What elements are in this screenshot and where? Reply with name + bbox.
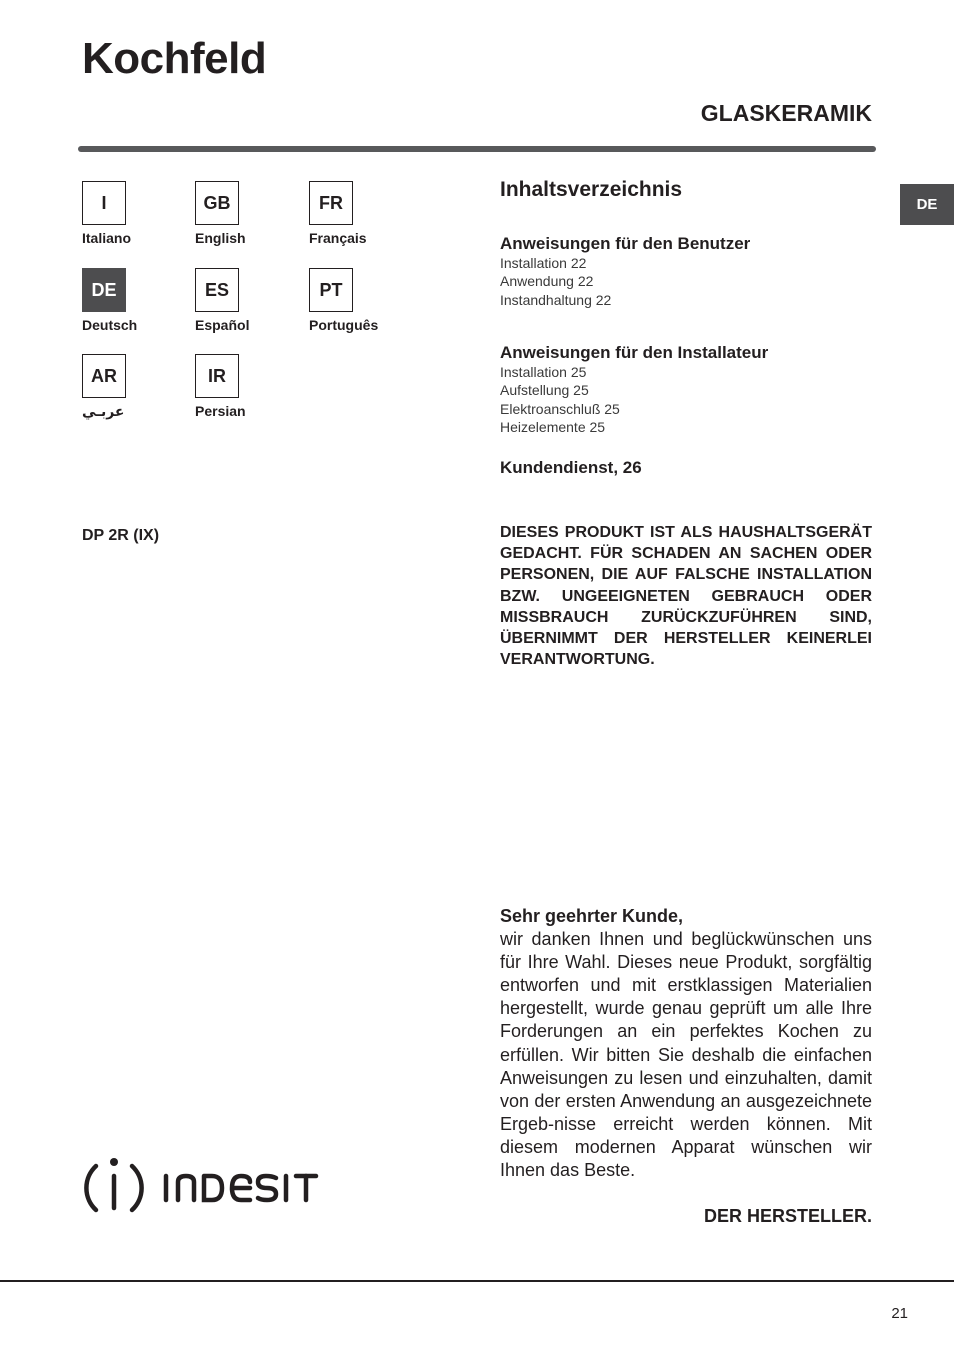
language-italiano[interactable] — [82, 181, 192, 246]
language-code-box: PT — [309, 268, 353, 312]
toc-item[interactable]: Heizelemente 25 — [500, 418, 606, 435]
toc-item[interactable]: Installation 22 — [500, 255, 587, 271]
indesit-i-logo-icon — [82, 1152, 322, 1220]
page-title: Kochfeld — [82, 34, 267, 83]
toc-item[interactable]: Instandhaltung 22 — [500, 291, 612, 308]
toc-service-entry[interactable]: Kundendienst, 26 — [500, 458, 642, 477]
model-number: DP 2R (IX) — [82, 527, 160, 544]
language-portugues[interactable] — [309, 268, 419, 333]
language-code-box-active: DE — [82, 268, 126, 312]
language-code-box: GB — [195, 181, 239, 225]
language-persian[interactable] — [195, 354, 305, 419]
page-number: 21 — [891, 1305, 908, 1322]
customer-letter — [500, 905, 872, 1182]
toc-item[interactable]: Installation 25 — [500, 364, 587, 380]
language-name: Français — [309, 230, 367, 246]
language-name: Deutsch — [82, 317, 138, 333]
letter-body: wir danken Ihnen und beglückwünschen uns für Ihre Wahl. Dieses neue Produkt, sorgfältig entworfen und mit erstklassigen Materialien hergestellt, wurde genau geprüft um alle Ihre Forderungen an ein perfektes Kochen zu erfüllen. Wir bitten Sie deshalb die einfachen Anweisungen zu lesen und einzuhalten, damit von der ersten Anwendung an ausgezeichnete Ergeb-nisse erreicht werden können. Mit diesem modernen Apparat wünschen wir Ihnen das Beste. — [500, 929, 872, 1181]
footer-divider — [0, 1280, 954, 1282]
language-name: Português — [309, 317, 379, 333]
toc-section-service — [500, 458, 872, 478]
toc-section-user — [500, 234, 872, 309]
language-code-box: I — [82, 181, 126, 225]
toc-item[interactable]: Aufstellung 25 — [500, 382, 589, 399]
language-deutsch[interactable] — [82, 268, 192, 333]
language-code-box: FR — [309, 181, 353, 225]
toc-section-heading: Anweisungen für den Installateur — [500, 343, 769, 362]
toc-title: Inhaltsverzeichnis — [500, 178, 683, 201]
letter-signature: DER HERSTELLER. — [703, 1206, 872, 1226]
language-arabic[interactable] — [82, 354, 192, 420]
language-name: Español — [195, 317, 250, 333]
language-name: Italiano — [82, 230, 132, 246]
product-category: GLASKERAMIK — [700, 100, 872, 126]
letter-salutation: Sehr geehrter Kunde, — [500, 906, 684, 926]
liability-warning: DIESES PRODUKT IST ALS HAUSHALTSGERÄT GEDACHT. FÜR SCHADEN AN SACHEN ODER PERSONEN, DIE AUF FALSCHE INSTALLATION BZW. UNGEEIGNETEN GEBRAUCH ODER MISSBRAUCH ZURÜCKZUFÜHREN SIND, ÜBERNIMMT DER HERSTELLER KEINERLEI VERANTWORTUNG. — [500, 524, 872, 669]
language-name: English — [195, 230, 246, 246]
toc-item[interactable]: Anwendung 22 — [500, 273, 594, 290]
toc-section-heading: Anweisungen für den Benutzer — [500, 234, 751, 253]
language-code-box: AR — [82, 354, 126, 398]
table-of-contents — [500, 178, 872, 477]
brand-logo — [82, 1152, 322, 1220]
language-francais[interactable] — [309, 181, 419, 246]
toc-item[interactable]: Elektroanschluß 25 — [500, 400, 620, 417]
toc-section-installer — [500, 343, 872, 436]
header-divider — [78, 146, 876, 152]
language-espanol[interactable] — [195, 268, 305, 333]
language-name: عربـي — [82, 403, 125, 419]
language-english[interactable] — [195, 181, 305, 246]
language-name: Persian — [195, 403, 246, 419]
language-side-tab: DE — [900, 184, 954, 225]
language-code-box: ES — [195, 268, 239, 312]
language-code-box: IR — [195, 354, 239, 398]
